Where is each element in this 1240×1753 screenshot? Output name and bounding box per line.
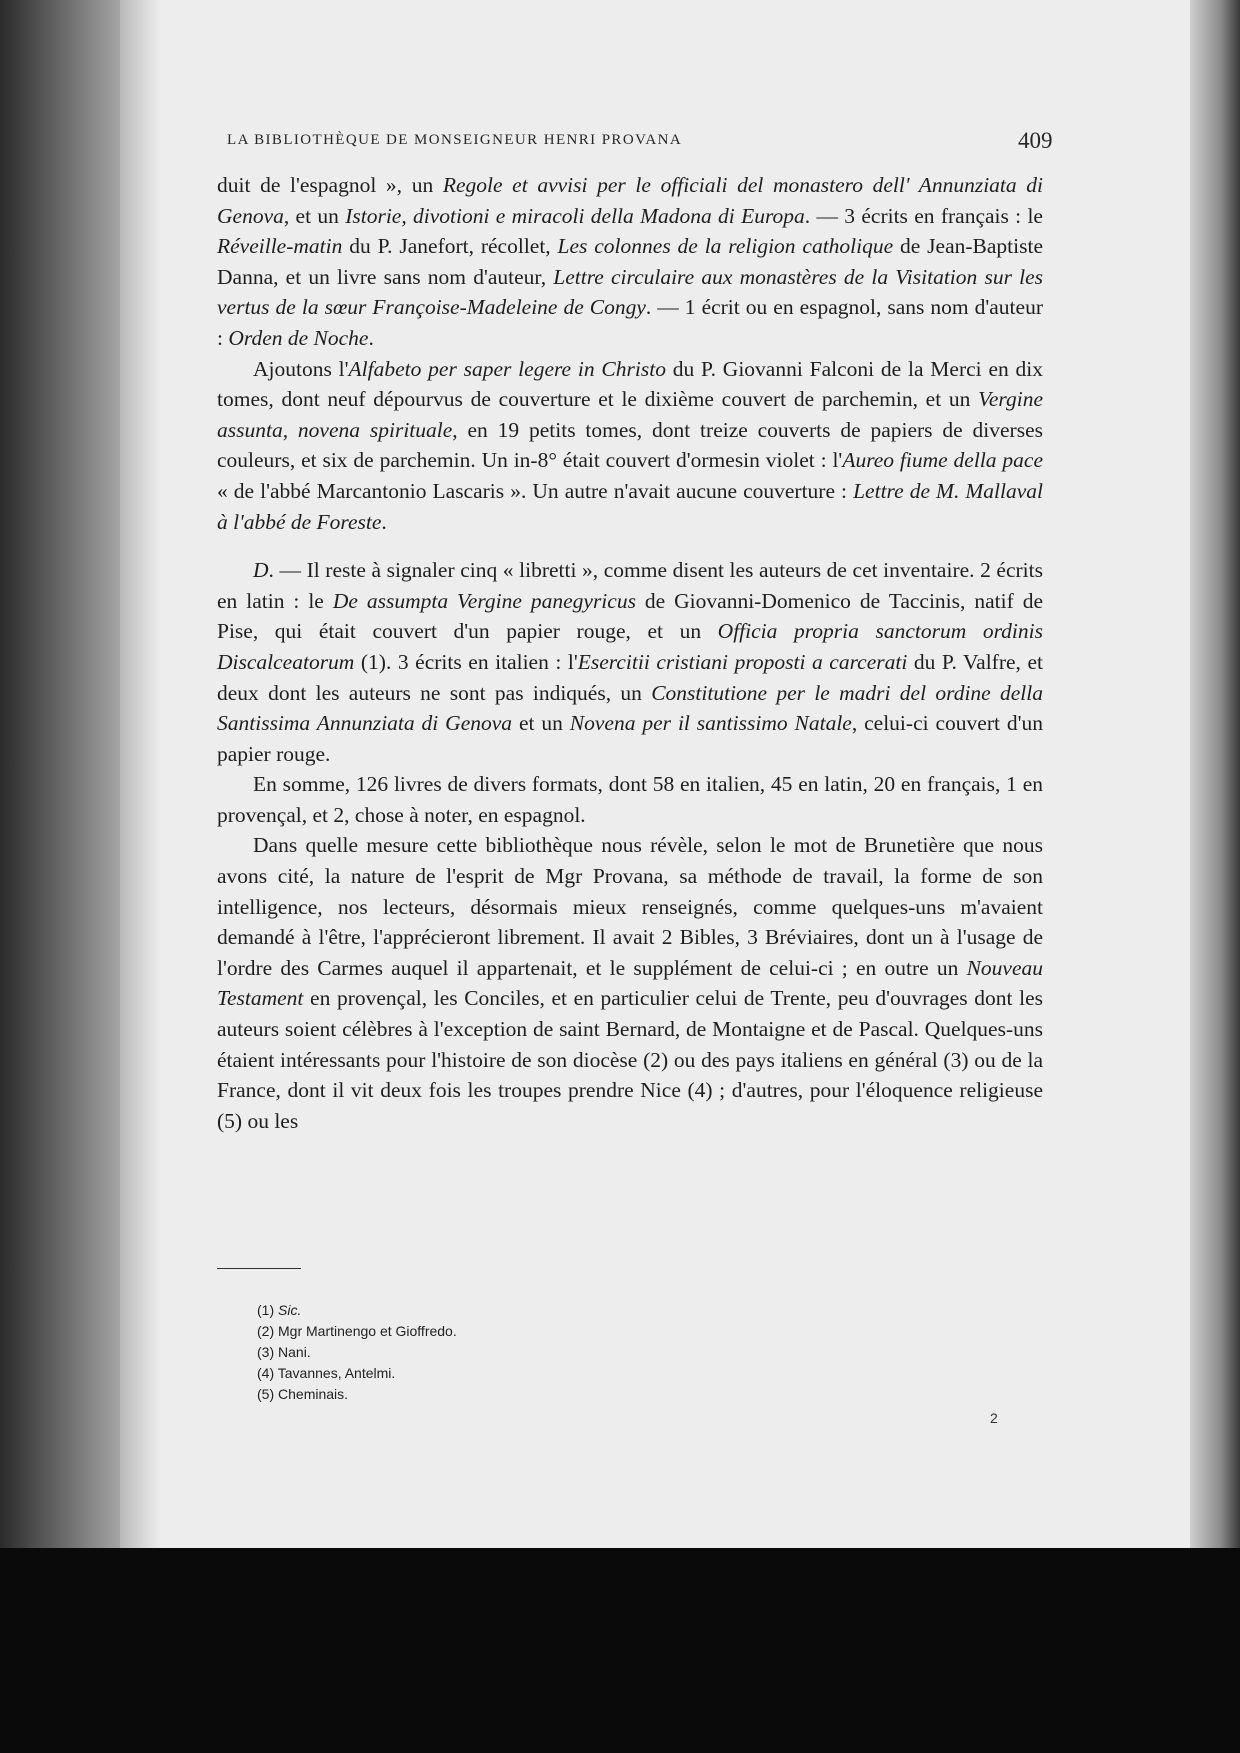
text-run: . — 1 écrit ou en espagnol, sans nom d'auteur : [217,295,1043,350]
footnote-marker: (5) [257,1386,275,1402]
page-gutter [120,0,160,1548]
italic-title: Aureo fiume della pace [842,448,1044,473]
text-run: , en 19 petits tomes, dont treize couverts de papiers de diverses couleurs, et six de parchemin. Un in-8° était couvert d'ormesin violet : l' [217,417,1043,473]
paragraph-1 [217,170,1043,354]
italic-title: Lettre de M. Mallaval à l'abbé de Foreste [217,478,1043,534]
footnote-rule [217,1268,301,1269]
text-run: (1). 3 écrits en italien : l' [354,649,578,674]
italic-title: Nouveau Testament [217,955,1043,1011]
footnote-text: Cheminais. [278,1386,349,1402]
scan-bottom-band [0,1548,1240,1753]
italic-title: Novena per il santissimo Natale [569,711,852,736]
footnote-3 [257,1342,857,1363]
footnote-5 [257,1384,857,1405]
footnote-2 [257,1321,857,1342]
paragraph-5 [217,830,1043,1136]
text-run: « de l'abbé Marcantonio Lascaris ». Un autre n'avait aucune couverture : [217,478,854,503]
footnote-text: Nani. [278,1344,311,1360]
text-run: duit de l'espagnol », un [217,173,443,197]
italic-title: Réveille-matin [217,234,343,259]
text-run: du P. Valfre, et deux dont les auteurs ne sont pas indiqués, un [217,649,1043,705]
footnote-text: Mgr Martinengo et Gioffredo. [278,1323,457,1339]
body-text [217,170,1043,1136]
text-run: de Giovanni-Domenico de Taccinis, natif de Pise, qui était couvert d'un papier rouge, et un [217,588,1043,644]
footnote-1 [257,1300,857,1321]
text-run: du P. Janefort, récollet, [342,234,558,259]
italic-title: Les colonnes de la religion catholique [557,234,894,259]
text-run: de Jean-Baptiste Danna, et un livre sans nom d'auteur, [217,234,1043,289]
page-number: 409 [1018,128,1053,153]
text-run: . [368,325,374,350]
italic-title: Orden de Noche [228,325,369,350]
text-run: , celui-ci couvert d'un papier rouge. [217,711,1043,766]
text-run: en provençal, les Conciles, et en particulier celui de Trente, peu d'ouvrages dont les auteurs soient célèbres à l'exception de saint Bernard, de Montaigne et de Pascal. Quelques-uns étaient intéressants pour l'histoire de son diocèse (2) ou des pays italiens en général (3) ou de la France, dont il vit deux fois les troupes prendre Nice (4) ; d'autres, pour l'éloquence religieuse (5) ou les [217,986,1043,1133]
paragraph-4: En somme, 126 livres de divers formats, dont 58 en italien, 45 en latin, 20 en français, 1 en provençal, et 2, chose à noter, en espagnol. [217,772,1043,827]
footnote-4 [257,1363,857,1384]
paragraph-2 [217,354,1043,538]
footnote-text: Sic. [278,1302,302,1318]
text-run: Dans quelle mesure cette bibliothèque nous révèle, selon le mot de Brunetière que nous avons cité, la nature de l'esprit de Mgr Provana, sa méthode de travail, la forme de son intelligence, nos lecteurs, désormais mieux renseignés, comme quelques-uns m'avaient demandé à l'être, l'apprécieront librement. Il avait 2 Bibles, 3 Bréviaires, dont un à l'usage de l'ordre des Carmes auquel il appartenait, et le supplément de celui-ci ; en outre un [217,833,1043,980]
italic-title: Lettre circulaire aux monastères de la Visitation sur les vertus de la sœur Françoise-Madeleine de Congy [217,264,1043,320]
italic-title: Regole et avvisi per le officiali del monastero dell' Annunziata di Genova [217,173,1044,228]
italic-title: Constitutione per le madri del ordine della Santissima Annunziata di Genova [217,680,1043,736]
footnote-marker: (1) [257,1302,275,1318]
text-run: du P. Giovanni Falconi de la Merci en dix tomes, dont neuf dépourvus de couverture et le dixième couvert de parchemin, et un [217,356,1044,412]
section-letter: D [253,558,269,583]
text-run: et un [512,711,570,736]
text-run: , et un [283,203,346,228]
italic-title: Officia propria sanctorum ordinis Discalceatorum [217,619,1043,674]
text-run: . — Il reste à signaler cinq « libretti », comme disent les auteurs de cet inventaire. 2 écrits en latin : le [217,558,1043,613]
text-run: Ajoutons l' [253,356,349,381]
footnote-marker: (4) [257,1365,275,1381]
italic-title: Alfabeto per saper legere in Christo [348,356,666,381]
footnote-marker: (2) [257,1323,275,1339]
running-head: LA BIBLIOTHÈQUE DE MONSEIGNEUR HENRI PROVANA [227,132,683,148]
signature-mark: 2 [990,1410,998,1426]
book-right-edge [1190,0,1240,1548]
paragraph-3 [217,555,1043,769]
italic-title: Esercitii cristiani proposti a carcerati [577,649,908,674]
italic-title: Istorie, divotioni e miracoli della Madona di Europa [345,203,805,228]
footnote-text: Tavannes, Antelmi. [277,1365,396,1381]
italic-title: Vergine assunta, novena spirituale [217,387,1043,442]
footnotes [257,1300,857,1405]
footnote-marker: (3) [257,1344,275,1360]
text-run: . — 3 écrits en français : le [804,203,1043,228]
italic-title: De assumpta Vergine panegyricus [332,588,636,613]
text-run: . [381,509,387,534]
